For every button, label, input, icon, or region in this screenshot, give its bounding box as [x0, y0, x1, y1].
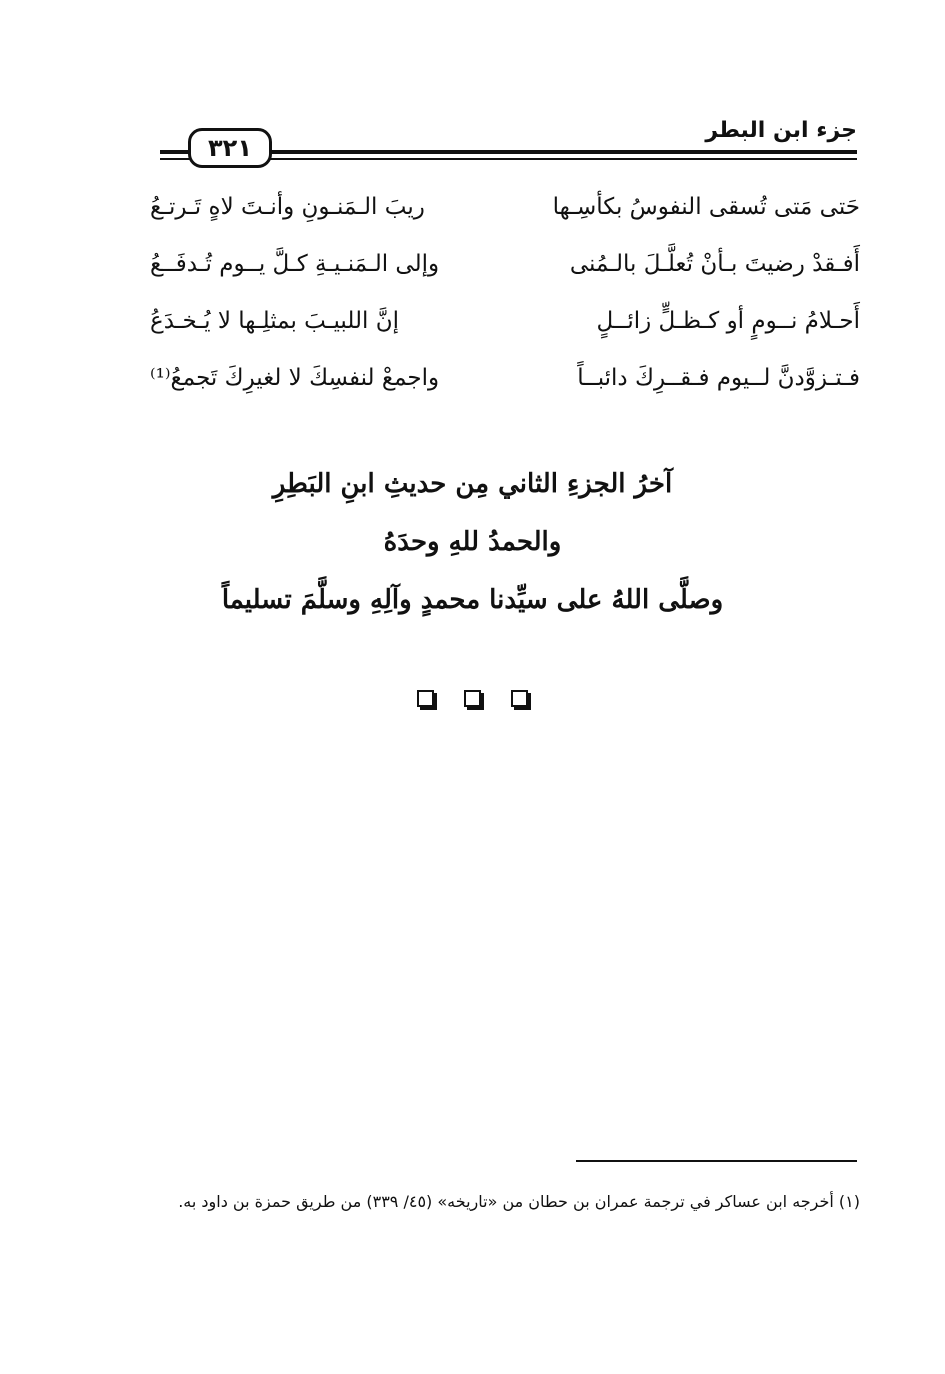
- square-ornament-icon: [511, 690, 528, 707]
- verse: [150, 178, 860, 235]
- section-end-ornaments: [0, 690, 945, 707]
- square-ornament-icon: [417, 690, 434, 707]
- footnote-separator: [576, 1160, 857, 1162]
- colophon-line: آخرُ الجزءِ الثاني مِن حديثِ ابنِ البَطِرِ: [272, 469, 673, 499]
- colophon-line: والحمدُ للهِ وحدَهُ: [383, 527, 562, 557]
- colophon-line: وصلَّى اللهُ على سيِّدنا محمدٍ وآلِهِ وسلَّمَ تسليماً: [221, 585, 724, 615]
- verse: [150, 349, 860, 406]
- verse-first-hemistich: فـتـزوَّدنَّ لــيوم فـقــرِكَ دائبــاً: [577, 364, 860, 391]
- verse: [150, 292, 860, 349]
- page-number: ٣٢١: [188, 128, 272, 168]
- verse-second-hemistich: وإلى الـمَنـيـةِ كـلَّ يــوم تُـدفَــعُ: [150, 250, 440, 277]
- verse-second-hemistich: إنَّ اللبيـبَ بمثلِـها لا يُـخـدَعُ: [150, 307, 399, 334]
- footnote: (١) أخرجه ابن عساكر في ترجمة عمران بن حطان من «تاريخه» (٤٥/ ٣٣٩) من طريق حمزة بن داود به.: [178, 1192, 860, 1211]
- verse: [150, 235, 860, 292]
- verse-second-hemistich: ريبَ الـمَنـونِ وأنـتَ لاهٍ تَـرتـعُ: [150, 193, 425, 220]
- verse-first-hemistich: أَفـقدْ رضيتَ بـأنْ تُعلَّـلَ بالـمُنى: [569, 250, 860, 277]
- poem: [150, 178, 860, 406]
- verse-first-hemistich: أَحـلامُ نــومٍ أو كـظـلٍّ زائــلٍ: [596, 307, 860, 334]
- verse-second-hemistich: واجمعْ لنفسِكَ لا لغيرِكَ تَجمعُ⁽¹⁾: [150, 364, 440, 391]
- header-title: جزء ابن البطر: [705, 118, 857, 143]
- square-ornament-icon: [464, 690, 481, 707]
- closing-colophon: [0, 455, 945, 629]
- verse-first-hemistich: حَتى مَتى تُسقى النفوسُ بكأسِـها: [552, 193, 860, 220]
